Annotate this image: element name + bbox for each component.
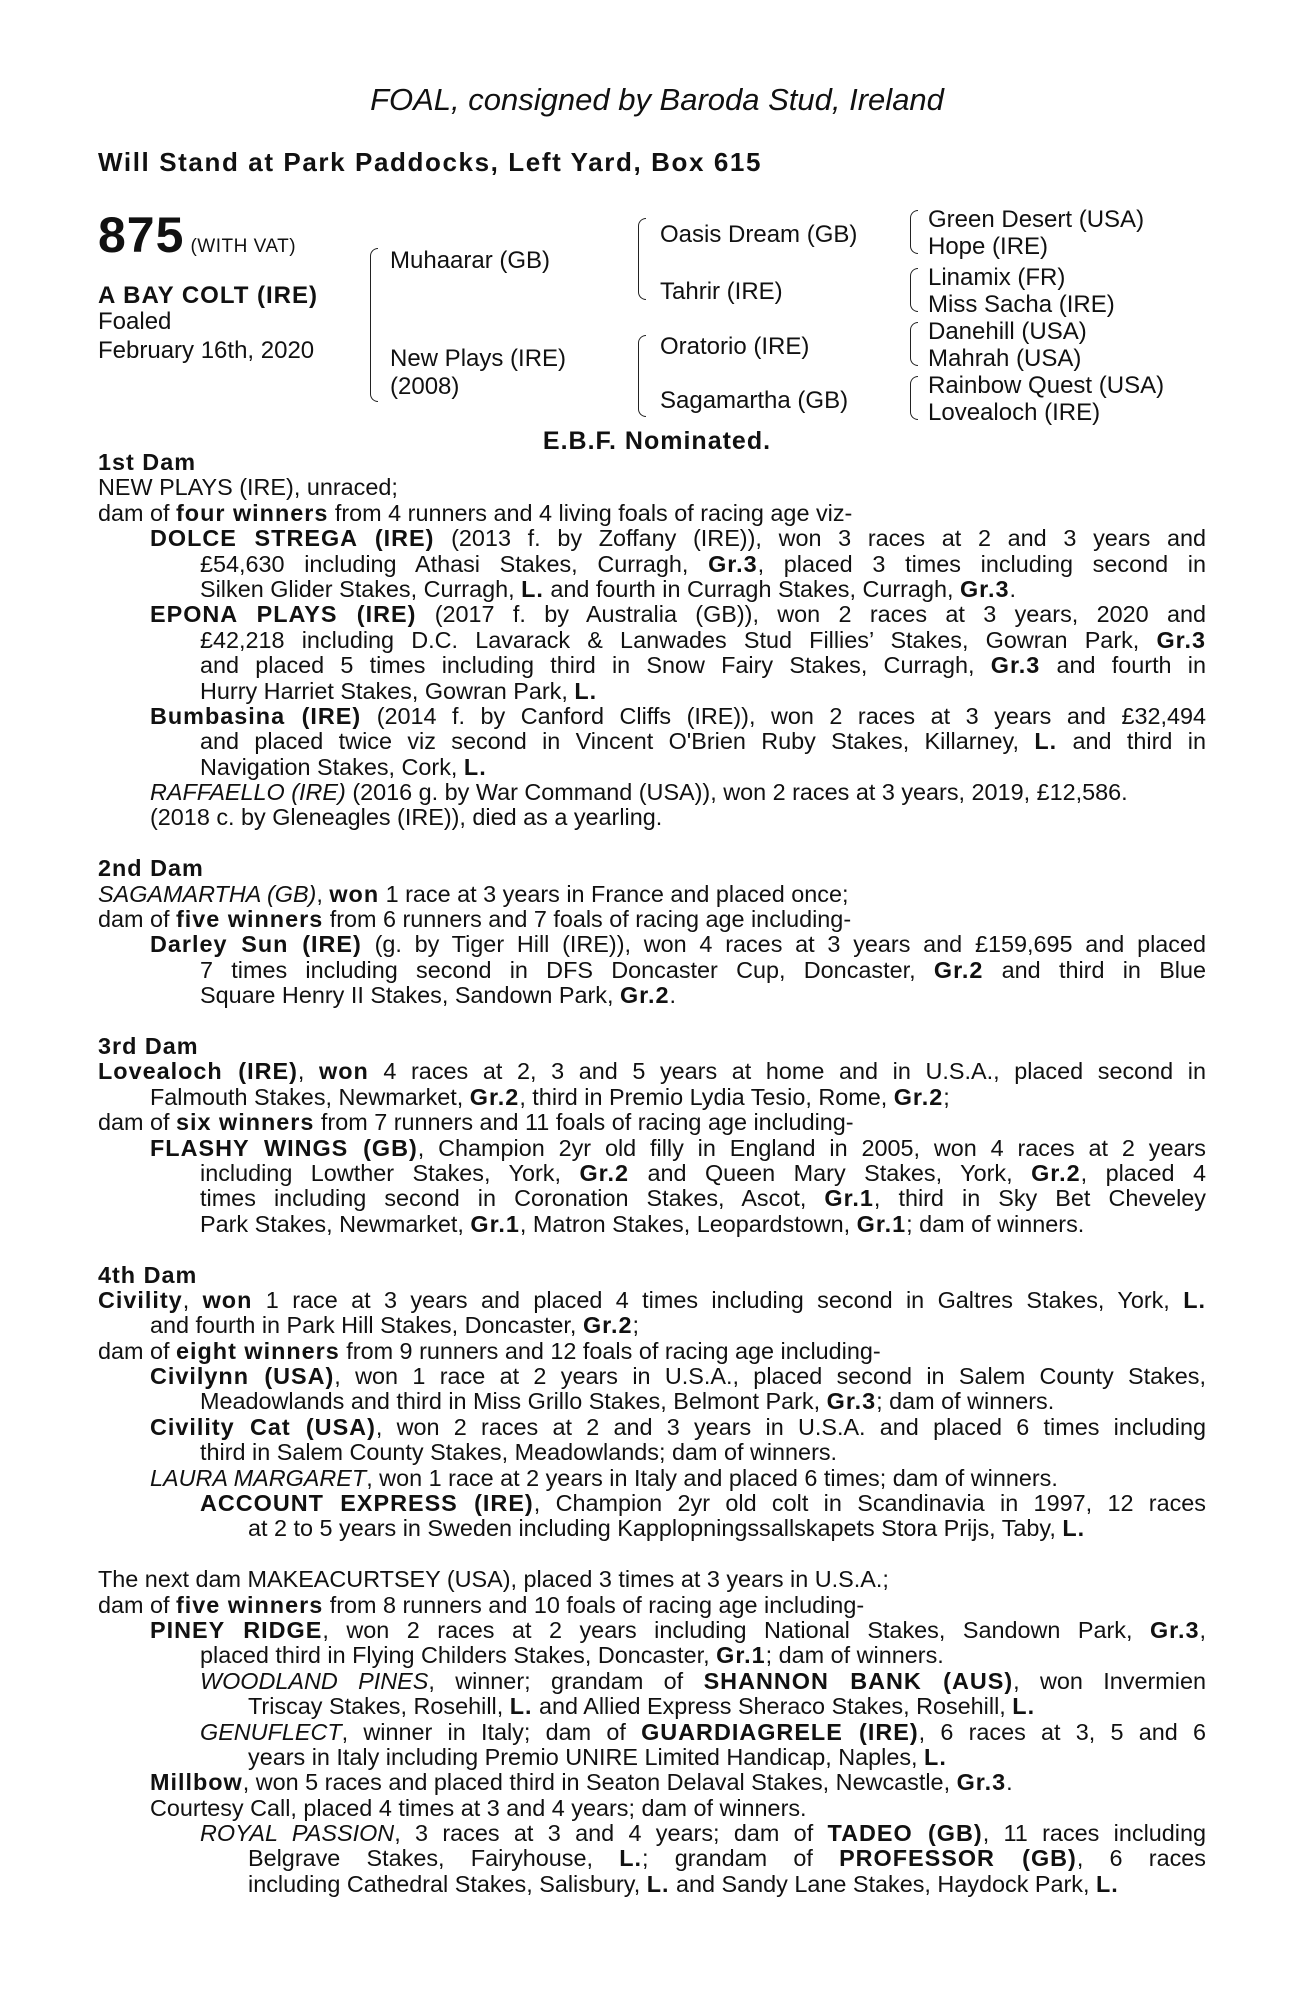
lot-description: A BAY COLT (IRE) <box>98 282 319 309</box>
first-dam-heading: 1st Dam <box>98 449 197 475</box>
produce-entry-cont: and placed 5 times including third in Snow Fairy Stakes, Curragh, Gr.3 and fourth in <box>200 652 1206 679</box>
foaled-label: Foaled <box>98 308 172 335</box>
produce-entry-gen2: GENUFLECT, winner in Italy; dam of GUARDIAGRELE (IRE), 6 races at 3, 5 and 6 <box>200 1718 1206 1745</box>
produce-entry-cont: Park Stakes, Newmarket, Gr.1, Matron Stakes, Leopardstown, Gr.1; dam of winners. <box>200 1210 1085 1237</box>
vat-label: (WITH VAT) <box>190 236 297 257</box>
pedigree-sire-sire: Oasis Dream (GB) <box>660 221 858 248</box>
produce-entry: FLASHY WINGS (GB), Champion 2yr old filly in England in 2005, won 4 races at 2 years <box>150 1134 1206 1161</box>
lot-number: 875 <box>98 207 185 263</box>
pedigree-gen3-3: Linamix (FR) <box>928 264 1066 291</box>
second-dam-heading: 2nd Dam <box>98 855 204 882</box>
produce-entry-cont: third in Salem County Stakes, Meadowlands; dam of winners. <box>200 1439 838 1466</box>
produce-entry-cont: Belgrave Stakes, Fairyhouse, L.; grandam of PROFESSOR (GB), 6 races <box>248 1845 1206 1872</box>
produce-entry-cont: at 2 to 5 years in Sweden including Kapplopningssallskapets Stora Prijs, Taby, L. <box>248 1515 1086 1542</box>
produce-entry-cont: years in Italy including Premio UNIRE Limited Handicap, Naples, L. <box>248 1743 947 1770</box>
produce-entry-gen2: ROYAL PASSION, 3 races at 3 and 4 years; dam of TADEO (GB), 11 races including <box>200 1820 1207 1847</box>
pedigree-brace-ds <box>910 322 918 366</box>
produce-entry: PINEY RIDGE, won 2 races at 2 years including National Stakes, Sandown Park, Gr.3, <box>150 1616 1206 1643</box>
pedigree-gen3-7: Rainbow Quest (USA) <box>928 372 1165 399</box>
produce-entry-gen2: ACCOUNT EXPRESS (IRE), Champion 2yr old colt in Scandinavia in 1997, 12 races <box>200 1490 1207 1517</box>
third-dam-line-cont: Falmouth Stakes, Newmarket, Gr.2, third in Premio Lydia Tesio, Rome, Gr.2; <box>150 1083 950 1110</box>
produce-record <box>98 450 1206 1897</box>
pedigree-gen3-8: Lovealoch (IRE) <box>928 399 1101 426</box>
pedigree-brace-gen1 <box>370 248 378 402</box>
produce-entry-cont: placed third in Flying Childers Stakes, Doncaster, Gr.1; dam of winners. <box>200 1642 944 1669</box>
produce-entry-cont: Meadowlands and third in Miss Grillo Stakes, Belmont Park, Gr.3; dam of winners. <box>200 1388 1055 1415</box>
produce-entry: Courtesy Call, placed 4 times at 3 and 4 years; dam of winners. <box>150 1794 807 1821</box>
pedigree-brace-sire <box>638 218 646 300</box>
pedigree-brace-dd <box>910 376 918 420</box>
produce-entry-cont: including Cathedral Stakes, Salisbury, L. and Sandy Lane Stakes, Haydock Park, L. <box>248 1870 1119 1897</box>
consignment-line: FOAL, consigned by Baroda Stud, Ireland <box>370 82 944 117</box>
pedigree-gen3-5: Danehill (USA) <box>928 318 1087 345</box>
pedigree-dam-sire: Oratorio (IRE) <box>660 333 810 360</box>
fourth-dam-heading: 4th Dam <box>98 1261 198 1288</box>
foaled-date: February 16th, 2020 <box>98 337 315 364</box>
fourth-dam-produce-summary: dam of eight winners from 9 runners and 12 foals of racing age including- <box>98 1337 881 1364</box>
produce-entry: DOLCE STREGA (IRE) (2013 f. by Zoffany (IRE)), won 3 races at 2 and 3 years and <box>150 525 1206 552</box>
produce-entry: (2018 c. by Gleneagles (IRE)), died as a yearling. <box>150 804 663 831</box>
pedigree-dam-dam: Sagamartha (GB) <box>660 387 849 414</box>
next-dam-produce-summary: dam of five winners from 8 runners and 10 foals of racing age including- <box>98 1591 865 1618</box>
produce-entry-cont: times including second in Coronation Stakes, Ascot, Gr.1, third in Sky Bet Cheveley <box>200 1185 1206 1212</box>
pedigree-sire: Muhaarar (GB) <box>390 247 551 274</box>
produce-entry: EPONA PLAYS (IRE) (2017 f. by Australia (GB)), won 2 races at 3 years, 2020 and <box>150 601 1206 628</box>
produce-entry: LAURA MARGARET, won 1 race at 2 years in Italy and placed 6 times; dam of winners. <box>150 1464 1058 1491</box>
pedigree-dam: New Plays (IRE) <box>390 345 567 372</box>
pedigree-gen3-2: Hope (IRE) <box>928 233 1049 260</box>
lot-number-block <box>98 206 296 264</box>
produce-entry-cont: 7 times including second in DFS Doncaster Cup, Doncaster, Gr.2 and third in Blue <box>200 956 1207 983</box>
second-dam-produce-summary: dam of five winners from 6 runners and 7 foals of racing age including- <box>98 906 852 933</box>
produce-entry-cont: Silken Glider Stakes, Curragh, L. and fourth in Curragh Stakes, Curragh, Gr.3. <box>200 575 1016 602</box>
produce-entry-cont: Triscay Stakes, Rosehill, L. and Allied Express Sheraco Stakes, Rosehill, L. <box>248 1693 1036 1720</box>
stand-location: Will Stand at Park Paddocks, Left Yard, Box 615 <box>98 147 763 177</box>
first-dam-line: NEW PLAYS (IRE), unraced; <box>98 474 398 501</box>
next-dam-line: The next dam MAKEACURTSEY (USA), placed 3 times at 3 years in U.S.A.; <box>98 1566 889 1593</box>
pedigree-sire-dam: Tahrir (IRE) <box>660 278 783 305</box>
third-dam-line: Lovealoch (IRE), won 4 races at 2, 3 and 5 years at home and in U.S.A., placed second in <box>98 1058 1206 1085</box>
produce-entry-cont: £42,218 including D.C. Lavarack & Lanwades Stud Fillies’ Stakes, Gowran Park, Gr.3 <box>200 626 1206 653</box>
ebf-nominated: E.B.F. Nominated. <box>542 427 772 455</box>
produce-entry: Civility Cat (USA), won 2 races at 2 and 3 years in U.S.A. and placed 6 times including <box>150 1413 1206 1440</box>
pedigree-brace-sd <box>910 268 918 312</box>
produce-entry: Darley Sun (IRE) (g. by Tiger Hill (IRE)), won 4 races at 3 years and £159,695 and placed <box>150 931 1207 958</box>
pedigree-brace-ss <box>910 210 918 254</box>
pedigree-gen3-4: Miss Sacha (IRE) <box>928 291 1115 318</box>
fourth-dam-line: Civility, won 1 race at 3 years and placed 4 times including second in Galtres Stakes, York, L. <box>98 1286 1206 1313</box>
produce-entry: Bumbasina (IRE) (2014 f. by Canford Cliffs (IRE)), won 2 races at 3 years and £32,494 <box>150 702 1206 729</box>
produce-entry-cont: Navigation Stakes, Cork, L. <box>200 753 487 780</box>
first-dam-produce-summary: dam of four winners from 4 runners and 4 living foals of racing age viz- <box>98 499 853 526</box>
third-dam-heading: 3rd Dam <box>98 1032 199 1059</box>
pedigree-brace-dam <box>638 335 646 417</box>
pedigree-gen3-6: Mahrah (USA) <box>928 345 1082 372</box>
pedigree-dam-year: (2008) <box>390 373 460 400</box>
produce-entry: RAFFAELLO (IRE) (2016 g. by War Command (USA)), won 2 races at 3 years, 2019, £12,586. <box>150 779 1128 806</box>
fourth-dam-line-cont: and fourth in Park Hill Stakes, Doncaster, Gr.2; <box>150 1312 639 1339</box>
pedigree-gen3-1: Green Desert (USA) <box>928 206 1145 233</box>
produce-entry-cont: and placed twice viz second in Vincent O'Brien Ruby Stakes, Killarney, L. and third in <box>200 728 1206 755</box>
produce-entry-cont: £54,630 including Athasi Stakes, Curragh, Gr.3, placed 3 times including second in <box>200 550 1206 577</box>
second-dam-line: SAGAMARTHA (GB), won 1 race at 3 years in France and placed once; <box>98 880 849 907</box>
produce-entry: Civilynn (USA), won 1 race at 2 years in U.S.A., placed second in Salem County Stakes, <box>150 1363 1206 1390</box>
produce-entry-cont: including Lowther Stakes, York, Gr.2 and Queen Mary Stakes, York, Gr.2, placed 4 <box>200 1159 1206 1186</box>
produce-entry-gen2: WOODLAND PINES, winner; grandam of SHANNON BANK (AUS), won Invermien <box>200 1667 1206 1694</box>
produce-entry-cont: Hurry Harriet Stakes, Gowran Park, L. <box>200 677 598 704</box>
produce-entry: Millbow, won 5 races and placed third in Seaton Delaval Stakes, Newcastle, Gr.3. <box>150 1769 1013 1796</box>
produce-entry-cont: Square Henry II Stakes, Sandown Park, Gr.2. <box>200 982 676 1009</box>
third-dam-produce-summary: dam of six winners from 7 runners and 11 foals of racing age including- <box>98 1109 854 1136</box>
